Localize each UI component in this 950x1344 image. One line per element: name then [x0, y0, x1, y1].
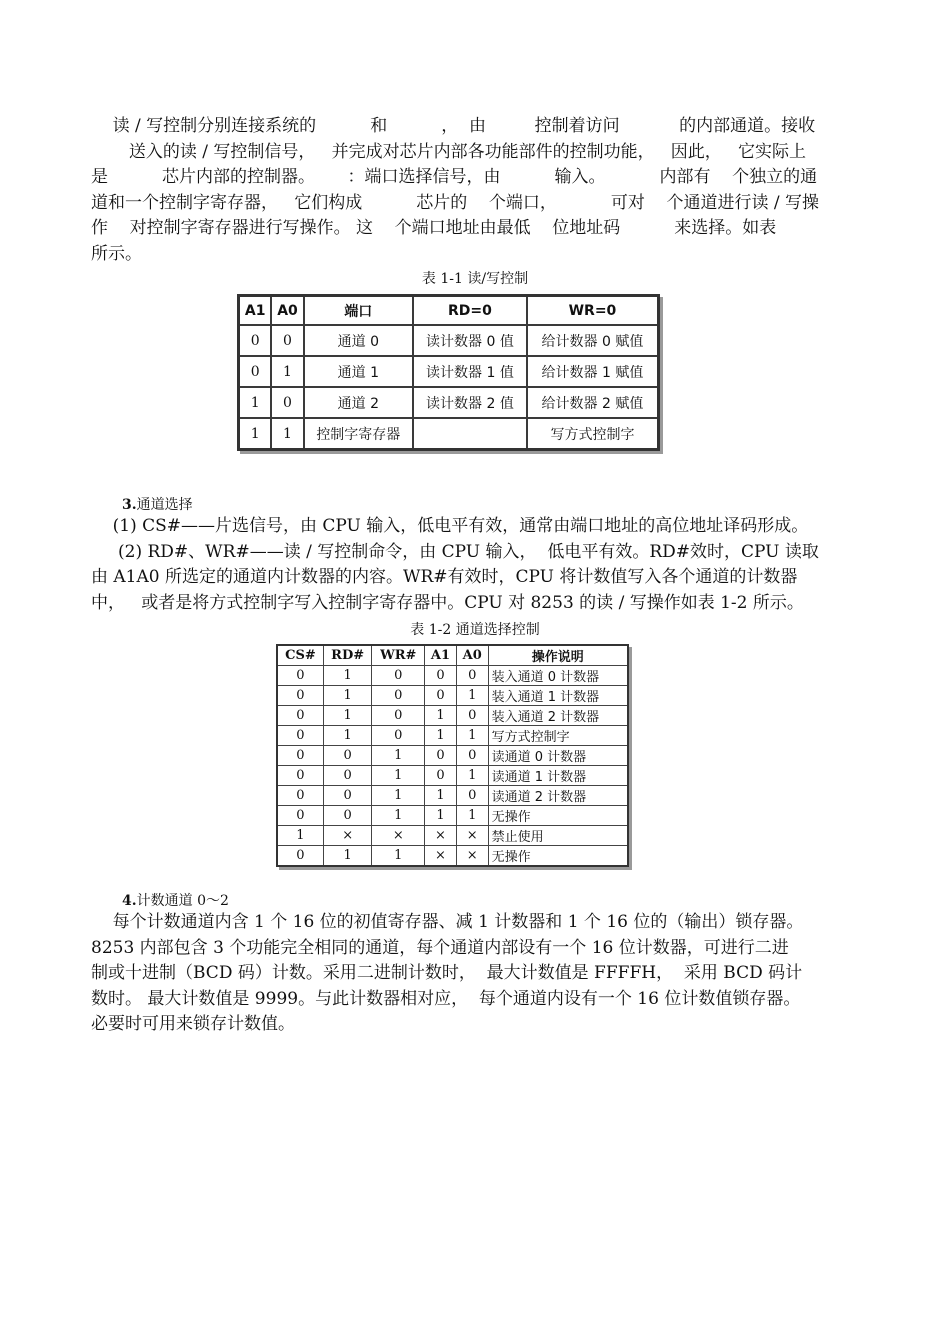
table1-caption: 表 1-1 读/写控制: [421, 271, 529, 287]
text-line: (2) RD#、WR#——读 / 写控制命令，由 CPU 输入， 低电平有效。RD#效时，CPU 读取: [91, 541, 819, 562]
table-cell: 给计数器 2 赋值: [527, 387, 659, 418]
table-cell: 0: [372, 686, 425, 706]
text-line: 必要时可用来锁存计数值。: [91, 1014, 295, 1034]
text-line: 每个计数通道内含 1 个 16 位的初值寄存器、减 1 计数器和 1 个 16 位的（输出）锁存器。: [91, 912, 804, 932]
table-cell: [413, 418, 527, 450]
table-cell: 1: [372, 846, 425, 867]
table-cell: 1: [239, 387, 272, 418]
table-cell: 0: [372, 666, 425, 686]
table-cell: 读计数器 1 值: [413, 356, 527, 387]
text-line: 中， 或者是将方式控制字写入控制字寄存器中。CPU 对 8253 的读 / 写操作如表 1-2 所示。: [91, 592, 804, 613]
table-cell: ×: [425, 846, 457, 867]
table-cell: 1: [456, 686, 488, 706]
table-cell: 0: [271, 387, 303, 418]
text-line: 所示。: [91, 243, 142, 264]
table-cell: 1: [372, 746, 425, 766]
table-cell: 0: [456, 706, 488, 726]
table-row: [277, 666, 628, 686]
table-cell: 写方式控制字: [527, 418, 659, 450]
text-line: 送入的读 / 写控制信号， 并完成对芯片内部各功能部件的控制功能， 因此， 它实际上: [91, 141, 806, 162]
table-row: [239, 356, 659, 387]
text-line: 是 芯片内部的控制器。 ：端口选择信号，由 输入。 内部有 个独立的通: [91, 167, 818, 187]
header-cell: WR=0: [527, 296, 659, 326]
table-row: [277, 686, 628, 706]
table-cell: 0: [277, 666, 323, 686]
table-cell: 1: [372, 786, 425, 806]
table-cell: 禁止使用: [488, 826, 628, 846]
table-cell: 1: [425, 806, 457, 826]
table-cell: 1: [372, 766, 425, 786]
table-cell: 1: [456, 766, 488, 786]
table-cell: 0: [239, 325, 272, 356]
table-cell: 1: [456, 806, 488, 826]
table-cell: 1: [425, 786, 457, 806]
text-line: (1) CS#——片选信号，由 CPU 输入，低电平有效，通常由端口地址的高位地址译码形成。: [91, 516, 809, 536]
table-cell: 1: [425, 726, 457, 746]
table-cell: 0: [425, 666, 457, 686]
header-cell: RD#: [323, 645, 372, 666]
table-cell: ×: [456, 826, 488, 846]
table-cell: 无操作: [488, 806, 628, 826]
header-cell: A1: [239, 296, 272, 326]
header-cell: 操作说明: [488, 645, 628, 666]
table-cell: 0: [425, 686, 457, 706]
table-cell: 0: [277, 766, 323, 786]
section3-heading: [122, 494, 193, 514]
intro-paragraph: [91, 114, 861, 267]
table-cell: 1: [323, 846, 372, 867]
table2-caption: 表 1-2 通道选择控制: [410, 622, 540, 638]
section4-heading: [122, 890, 229, 910]
table-cell: 0: [277, 806, 323, 826]
table-cell: 1: [456, 726, 488, 746]
section4-number: 4.: [122, 893, 137, 909]
table-cell: 1: [323, 726, 372, 746]
table-cell: 0: [277, 686, 323, 706]
text-line: 道和一个控制字寄存器， 它们构成 芯片的 个端口， 可对 个通道进行读 / 写操: [91, 192, 820, 213]
table-cell: ×: [372, 826, 425, 846]
table-cell: 1: [323, 666, 372, 686]
table-cell: 装入通道 0 计数器: [488, 666, 628, 686]
table-cell: 0: [277, 786, 323, 806]
table-cell: 0: [425, 766, 457, 786]
table-cell: 0: [277, 746, 323, 766]
text-line: 读 / 写控制分别连接系统的 和 ， 由 控制着访问 的内部通道。接收: [91, 116, 816, 136]
table-cell: 0: [323, 806, 372, 826]
table-cell: 装入通道 2 计数器: [488, 706, 628, 726]
header-cell: A0: [271, 296, 303, 326]
table-cell: 读通道 2 计数器: [488, 786, 628, 806]
section4-title: 计数通道 0～2: [136, 893, 229, 909]
text-line: 由 A1A0 所选定的通道内计数器的内容。WR#有效时，CPU 将计数值写入各个通道的计数器: [91, 567, 798, 587]
table-cell: 通道 2: [304, 387, 413, 418]
table-cell: 0: [456, 746, 488, 766]
table-cell: 0: [456, 666, 488, 686]
read-write-control-table: [237, 294, 660, 451]
table-cell: 0: [271, 325, 303, 356]
table-cell: 读计数器 0 值: [413, 325, 527, 356]
table-row: [239, 418, 659, 450]
header-cell: WR#: [372, 645, 425, 666]
table-cell: 0: [323, 786, 372, 806]
table-cell: 1: [271, 356, 303, 387]
table-row: [277, 786, 628, 806]
table-cell: ×: [323, 826, 372, 846]
table-cell: 0: [456, 786, 488, 806]
section3-number: 3.: [122, 497, 137, 513]
section3-title: 通道选择: [136, 497, 193, 513]
header-cell: A1: [425, 645, 457, 666]
table-row: [239, 387, 659, 418]
table-cell: 读通道 0 计数器: [488, 746, 628, 766]
table-cell: 通道 0: [304, 325, 413, 356]
table-cell: 写方式控制字: [488, 726, 628, 746]
table-cell: ×: [425, 826, 457, 846]
table-row: [239, 325, 659, 356]
header-cell: RD=0: [413, 296, 527, 326]
table-cell: 读计数器 2 值: [413, 387, 527, 418]
table-row: [277, 766, 628, 786]
text-line: 制或十进制（BCD 码）计数。采用二进制计数时， 最大计数值是 FFFFH， 采用 BCD 码计: [91, 963, 803, 983]
text-line: 数时。 最大计数值是 9999。与此计数器相对应， 每个通道内设有一个 16 位计数值锁存器。: [91, 988, 801, 1009]
table-cell: 1: [239, 418, 272, 450]
section3-paragraph: [91, 514, 861, 616]
table-cell: 读通道 1 计数器: [488, 766, 628, 786]
table-cell: 0: [372, 726, 425, 746]
header-cell: CS#: [277, 645, 323, 666]
text-line: 作 对控制字寄存器进行写操作。 这 个端口地址由最低 位地址码 来选择。如表: [91, 218, 777, 238]
table-cell: 1: [425, 706, 457, 726]
table-cell: 控制字寄存器: [304, 418, 413, 450]
table-cell: 0: [277, 726, 323, 746]
table-cell: 1: [372, 806, 425, 826]
channel-select-table: [276, 644, 629, 867]
text-line: 8253 内部包含 3 个功能完全相同的通道，每个通道内部设有一个 16 位计数器，可进行二进: [91, 937, 789, 958]
table-cell: 1: [323, 686, 372, 706]
table-cell: 通道 1: [304, 356, 413, 387]
table-cell: 0: [425, 746, 457, 766]
table-cell: 0: [372, 706, 425, 726]
table-cell: 无操作: [488, 846, 628, 867]
header-cell: 端口: [304, 296, 413, 326]
table-cell: 1: [323, 706, 372, 726]
table-cell: 0: [277, 706, 323, 726]
table-cell: 给计数器 1 赋值: [527, 356, 659, 387]
table-header-row: [277, 645, 628, 666]
table-row: [277, 706, 628, 726]
table-header-row: [239, 296, 659, 326]
table-cell: 装入通道 1 计数器: [488, 686, 628, 706]
table-cell: 0: [323, 746, 372, 766]
table-cell: 0: [323, 766, 372, 786]
table-cell: 1: [277, 826, 323, 846]
table-cell: 0: [239, 356, 272, 387]
table-cell: 1: [271, 418, 303, 450]
table-cell: 0: [277, 846, 323, 867]
table-row: [277, 826, 628, 846]
section4-paragraph: [91, 910, 861, 1038]
table-row: [277, 746, 628, 766]
table-row: [277, 726, 628, 746]
header-cell: A0: [456, 645, 488, 666]
table-cell: 给计数器 0 赋值: [527, 325, 659, 356]
table-row: [277, 806, 628, 826]
table-cell: ×: [456, 846, 488, 867]
table-row: [277, 846, 628, 867]
